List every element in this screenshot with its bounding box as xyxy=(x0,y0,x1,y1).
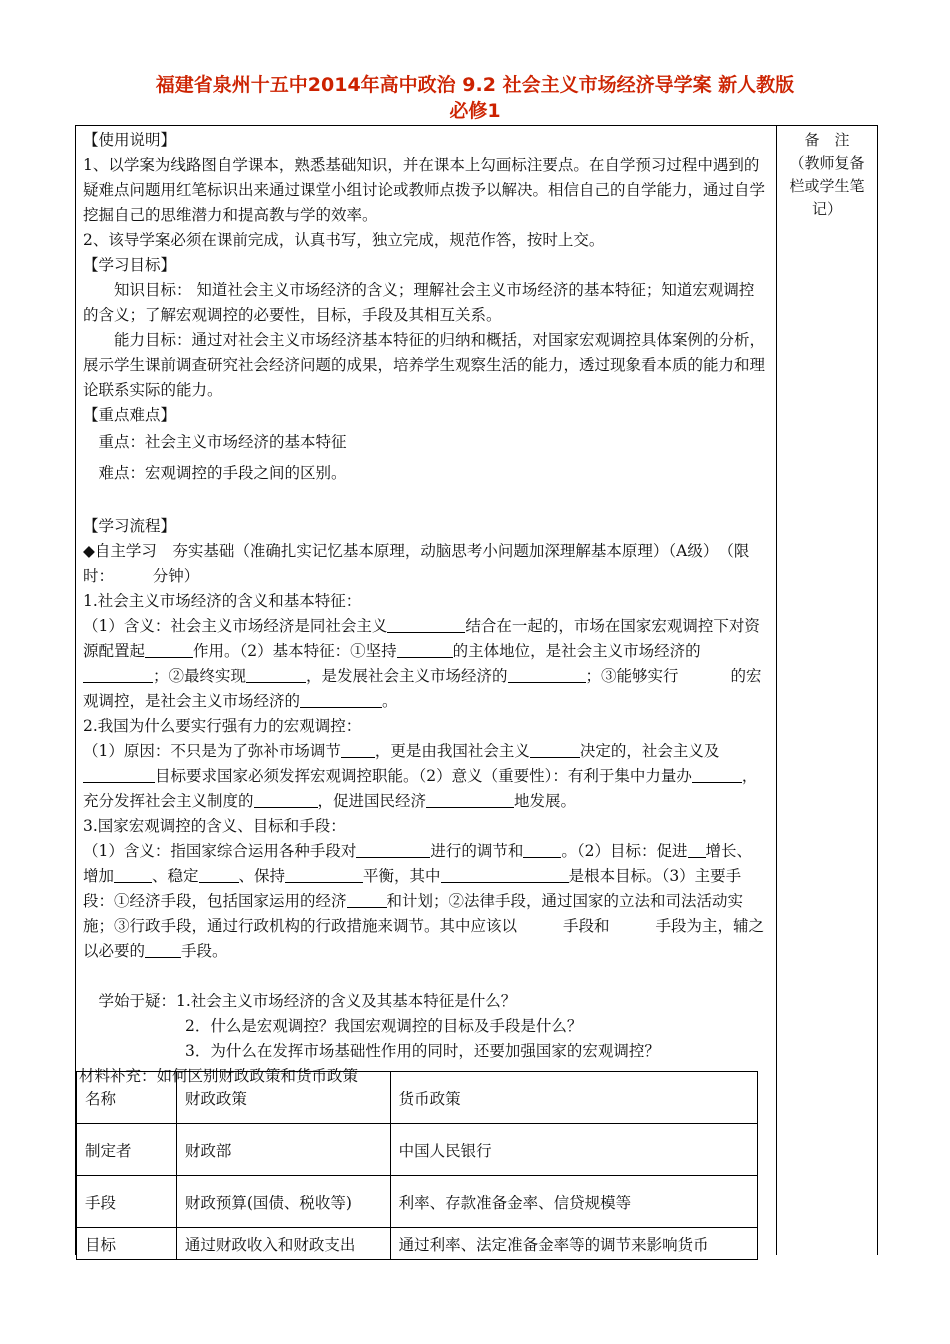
table-cell: 中国人民银行 xyxy=(390,1124,757,1176)
table-cell: 财政政策 xyxy=(176,1072,390,1124)
table-row xyxy=(77,1176,758,1228)
section-2-title: 2.我国为什么要实行强有力的宏观调控： xyxy=(83,717,362,735)
table-row xyxy=(77,1124,758,1176)
usage-heading: 【使用说明】 xyxy=(83,131,177,149)
main-content xyxy=(79,128,766,1089)
usage-paragraph-2: 2、该导学案必须在课前完成，认真书写，独立完成，规范作答，按时上交。 xyxy=(83,231,605,249)
key-focus: 重点：社会主义市场经济的基本特征 xyxy=(98,433,347,451)
table-cell: 目标 xyxy=(77,1228,177,1260)
ability-goal: 能力目标：通过对社会主义市场经济基本特征的归纳和概括，对国家宏观调控具体案例的分析，展示学生课前调查研究社会经济问题的成果，培养学生观察生活的能力，透过现象看本质的能力和理论联系实际的能力。 xyxy=(83,331,766,399)
section-3-title: 3.国家宏观调控的含义、目标和手段： xyxy=(83,817,346,835)
document-title xyxy=(0,72,950,124)
table-row xyxy=(77,1072,758,1124)
notes-heading: 备 注 xyxy=(804,131,850,149)
title-line-1: 福建省泉州十五中2014年高中政治 9.2 社会主义市场经济导学案 新人教版 xyxy=(155,74,795,96)
knowledge-goal: 知识目标： 知道社会主义市场经济的含义；理解社会主义市场经济的基本特征；知道宏观调控的含义；了解宏观调控的必要性，目标，手段及其相互关系。 xyxy=(83,281,755,324)
material-supplement: 材料补充：如何区别财政政策和货币政策 xyxy=(79,1067,359,1085)
table-cell: 货币政策 xyxy=(390,1072,757,1124)
table-cell: 财政预算(国债、税收等) xyxy=(176,1176,390,1228)
policy-comparison-table xyxy=(76,1071,758,1260)
table-cell: 手段 xyxy=(77,1176,177,1228)
section-3-body: （1）含义：指国家综合运用各种手段对 进行的调节和 。（2）目标：促进 增长、增加 、稳定 、保持 平衡，其中 是根本目标。（3）主要手段：①经济手段，包括国家运用的经济 和计划；②法律手段，通过国家的立法和司法活动实施；③行政手段，通过行政机构的行政措施来调节。其中应该以 手段和 手段为主，辅之以必要的 手段。 xyxy=(83,842,765,960)
table-cell: 通过财政收入和财政支出 xyxy=(176,1228,390,1260)
table-cell: 制定者 xyxy=(77,1124,177,1176)
table-cell: 财政部 xyxy=(176,1124,390,1176)
table-cell: 名称 xyxy=(77,1072,177,1124)
notes-subtitle: （教师复备栏或学生笔记） xyxy=(789,154,865,218)
key-difficulty: 难点：宏观调控的手段之间的区别。 xyxy=(98,464,347,482)
question-3: 3．为什么在发挥市场基础性作用的同时，还要加强国家的宏观调控？ xyxy=(185,1042,660,1060)
section-1-title: 1.社会主义市场经济的含义和基本特征： xyxy=(83,592,362,610)
goals-heading: 【学习目标】 xyxy=(83,256,177,274)
section-2-body: （1）原因：不只是为了弥补市场调节 ，更是由我国社会主义 决定的，社会主义及目标要求国家必须发挥宏观调控职能。（2）意义（重要性）：有利于集中力量办 ，充分发挥社会主义制度的 ，促进国民经济 地发展。 xyxy=(83,742,758,810)
table-cell: 通过利率、法定准备金率等的调节来影响货币 xyxy=(390,1228,757,1260)
question-1: 学始于疑：1.社会主义市场经济的含义及其基本特征是什么？ xyxy=(98,992,517,1010)
title-line-2: 必修1 xyxy=(449,100,501,122)
key-heading: 【重点难点】 xyxy=(83,406,177,424)
flow-heading: 【学习流程】 xyxy=(83,517,177,535)
notes-column xyxy=(777,125,878,1255)
table-cell: 利率、存款准备金率、信贷规模等 xyxy=(390,1176,757,1228)
question-2: 2．什么是宏观调控？我国宏观调控的目标及手段是什么？ xyxy=(185,1017,583,1035)
table-row xyxy=(77,1228,758,1260)
section-1-body: （1）含义：社会主义市场经济是同社会主义 结合在一起的，市场在国家宏观调控下对资源配置起 作用。（2）基本特征：①坚持 的主体地位，是社会主义市场经济的；②最终实现 ，是发展社会主义市场经济的 ；③能够实行 的宏观调控，是社会主义市场经济的 。 xyxy=(83,617,762,710)
self-study-line: ◆自主学习 夯实基础（准确扎实记忆基本原理，动脑思考小问题加深理解基本原理）（A级） （限时： 分钟） xyxy=(83,542,750,585)
usage-paragraph-1: 1、以学案为线路图自学课本，熟悉基础知识，并在课本上勾画标注要点。在自学预习过程中遇到的疑难点问题用红笔标识出来通过课堂小组讨论或教师点拨予以解决。相信自己的自学能力，通过自学挖掘自己的思维潜力和提高教与学的效率。 xyxy=(83,156,766,224)
